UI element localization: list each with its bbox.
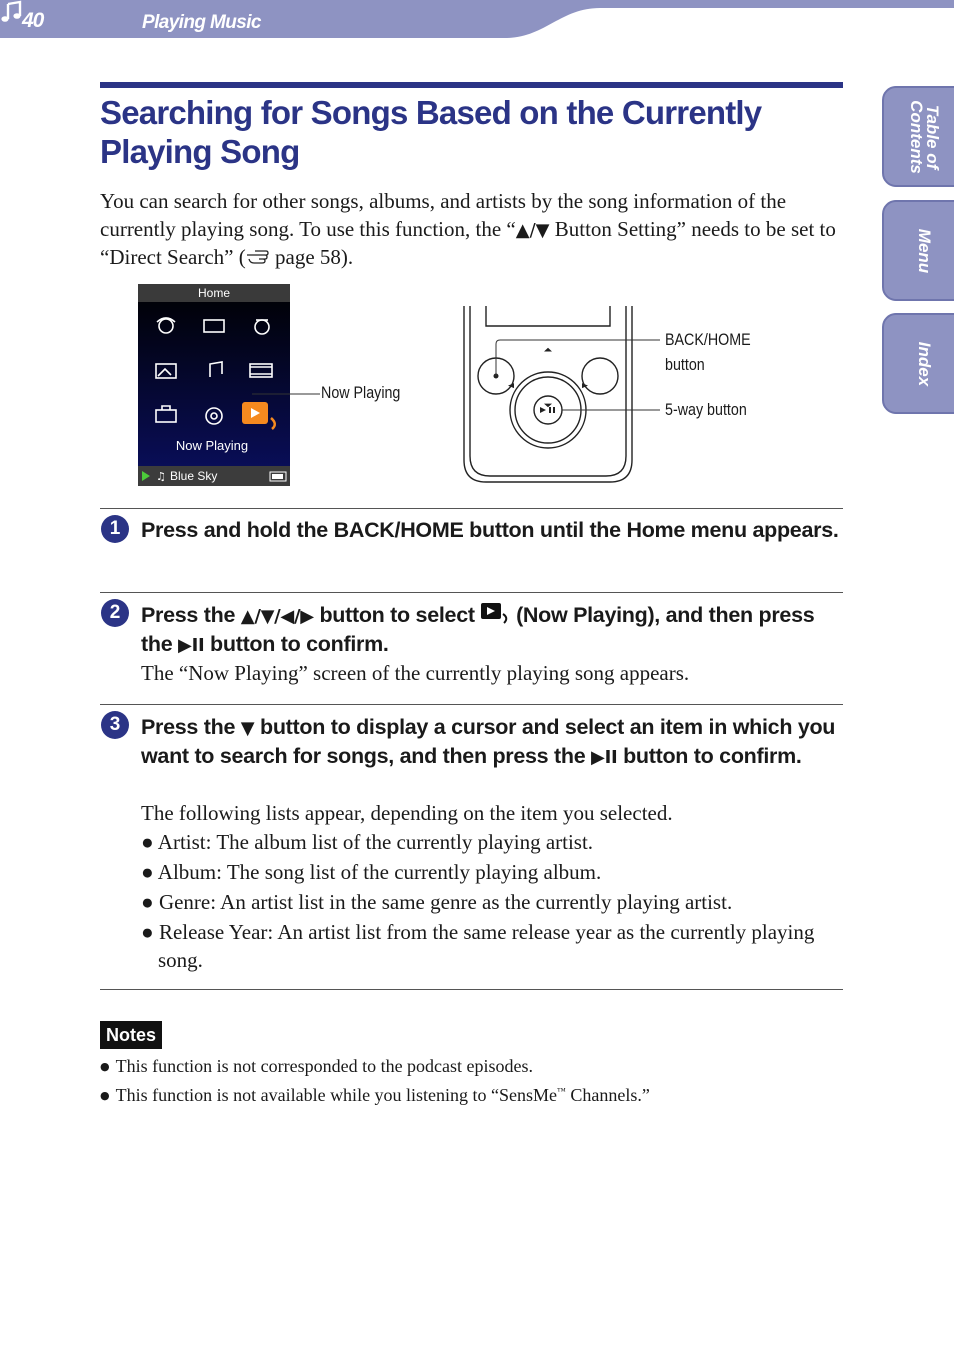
tab-label: Index bbox=[915, 341, 934, 386]
step-1-heading: Press and hold the BACK/HOME button until the Home menu appears. bbox=[141, 518, 839, 542]
tab-label: Table of Contents bbox=[907, 99, 942, 174]
intro-paragraph bbox=[100, 188, 845, 272]
step-number-2: 2 bbox=[101, 599, 129, 627]
page-title: Searching for Songs Based on the Currently Playing Song bbox=[100, 94, 762, 170]
pointing-hand-icon bbox=[246, 247, 270, 265]
play-pause-symbol: ▶II bbox=[178, 634, 205, 656]
step-3-heading bbox=[141, 714, 841, 771]
step-2-body: The “Now Playing” screen of the currently playing song appears. bbox=[141, 661, 690, 685]
list-item-text: Release Year: An artist list from the same release year as the currently playing song. bbox=[158, 920, 815, 972]
now-playing-icon bbox=[480, 602, 510, 624]
step-text: button to select bbox=[313, 603, 481, 627]
divider bbox=[100, 704, 843, 705]
list-item: ● Release Year: An artist list from the same release year as the currently playing song. bbox=[141, 920, 815, 972]
note-text: This function is not available while you listening to “SensMe bbox=[115, 1085, 558, 1105]
home-menu-screen bbox=[138, 284, 290, 486]
page-number: 40 bbox=[22, 9, 44, 32]
divider bbox=[100, 508, 843, 509]
back-home-callout: BACK/HOME bbox=[665, 330, 751, 349]
note-text: This function is not corresponded to the podcast episodes. bbox=[115, 1056, 534, 1076]
list-item: ● Album: The song list of the currently playing album. bbox=[141, 860, 602, 884]
tab-index[interactable] bbox=[882, 313, 954, 414]
step-text: button to confirm. bbox=[617, 743, 802, 768]
notes-badge: Notes bbox=[100, 1021, 162, 1049]
notes-list bbox=[100, 1054, 845, 1108]
screen-header-label: Home bbox=[197, 286, 231, 300]
step-text: (Now Playing), and then press the bbox=[141, 603, 815, 656]
five-way-callout: 5-way button bbox=[665, 400, 747, 419]
up-down-symbol: ▲/▼ bbox=[515, 219, 550, 241]
intro-link-text[interactable]: page 58). bbox=[269, 245, 354, 269]
step-text: button to display a cursor and select an item in which you want to search for songs, and then press the bbox=[141, 715, 836, 768]
list-item: ● Genre: An artist list in the same genre as the currently playing artist. bbox=[141, 890, 733, 914]
step-number-3: 3 bbox=[101, 711, 129, 739]
list-item-text: Album: The song list of the currently playing album. bbox=[157, 860, 602, 884]
device-figure bbox=[100, 280, 800, 490]
intro-text: You can search for other songs, albums, and artists by the song information of the currently playing song. To use this function, the “ bbox=[100, 189, 787, 241]
play-pause-symbol: ▶II bbox=[591, 746, 618, 768]
tab-label: Menu bbox=[915, 228, 934, 273]
step-3-intro: The following lists appear, depending on the item you selected. bbox=[141, 801, 673, 825]
screen-song-title: Blue Sky bbox=[170, 469, 218, 483]
step-2-heading bbox=[141, 602, 841, 659]
divider bbox=[100, 989, 843, 990]
list-item-text: Genre: An artist list in the same genre as the currently playing artist. bbox=[158, 890, 733, 914]
title-rule bbox=[100, 82, 843, 88]
note-item bbox=[100, 1079, 845, 1108]
step-text: button to confirm. bbox=[204, 631, 389, 656]
list-item-text: Artist: The album list of the currently playing artist. bbox=[157, 830, 594, 854]
divider bbox=[100, 592, 843, 593]
music-note-icon bbox=[0, 0, 24, 24]
now-playing-callout: Now Playing bbox=[321, 383, 401, 402]
step-text: Press the bbox=[141, 715, 241, 739]
step-text: Press the bbox=[141, 603, 241, 627]
svg-text:♫: ♫ bbox=[156, 470, 166, 483]
step-3-body bbox=[141, 798, 841, 976]
callout-line bbox=[252, 388, 322, 400]
screen-selected-label: Now Playing bbox=[175, 438, 249, 453]
tab-table-of-contents[interactable] bbox=[882, 86, 954, 187]
note-item bbox=[100, 1054, 845, 1079]
note-text: Channels.” bbox=[565, 1085, 650, 1105]
page-header bbox=[0, 0, 954, 40]
intro-text: Button Setting” needs to be set to “Direct Search” ( bbox=[100, 216, 836, 269]
down-symbol: ▼ bbox=[240, 718, 255, 739]
list-item: ● Artist: The album list of the currently playing artist. bbox=[141, 830, 594, 854]
back-home-callout-2: button bbox=[665, 355, 705, 374]
player-device-diagram bbox=[450, 280, 660, 490]
step-number-1: 1 bbox=[101, 515, 129, 543]
tab-menu[interactable] bbox=[882, 200, 954, 301]
trademark-sign: ™ bbox=[557, 1086, 566, 1096]
section-title: Playing Music bbox=[142, 12, 261, 33]
direction-symbol: ▲/▼/◀/▶ bbox=[240, 606, 314, 627]
